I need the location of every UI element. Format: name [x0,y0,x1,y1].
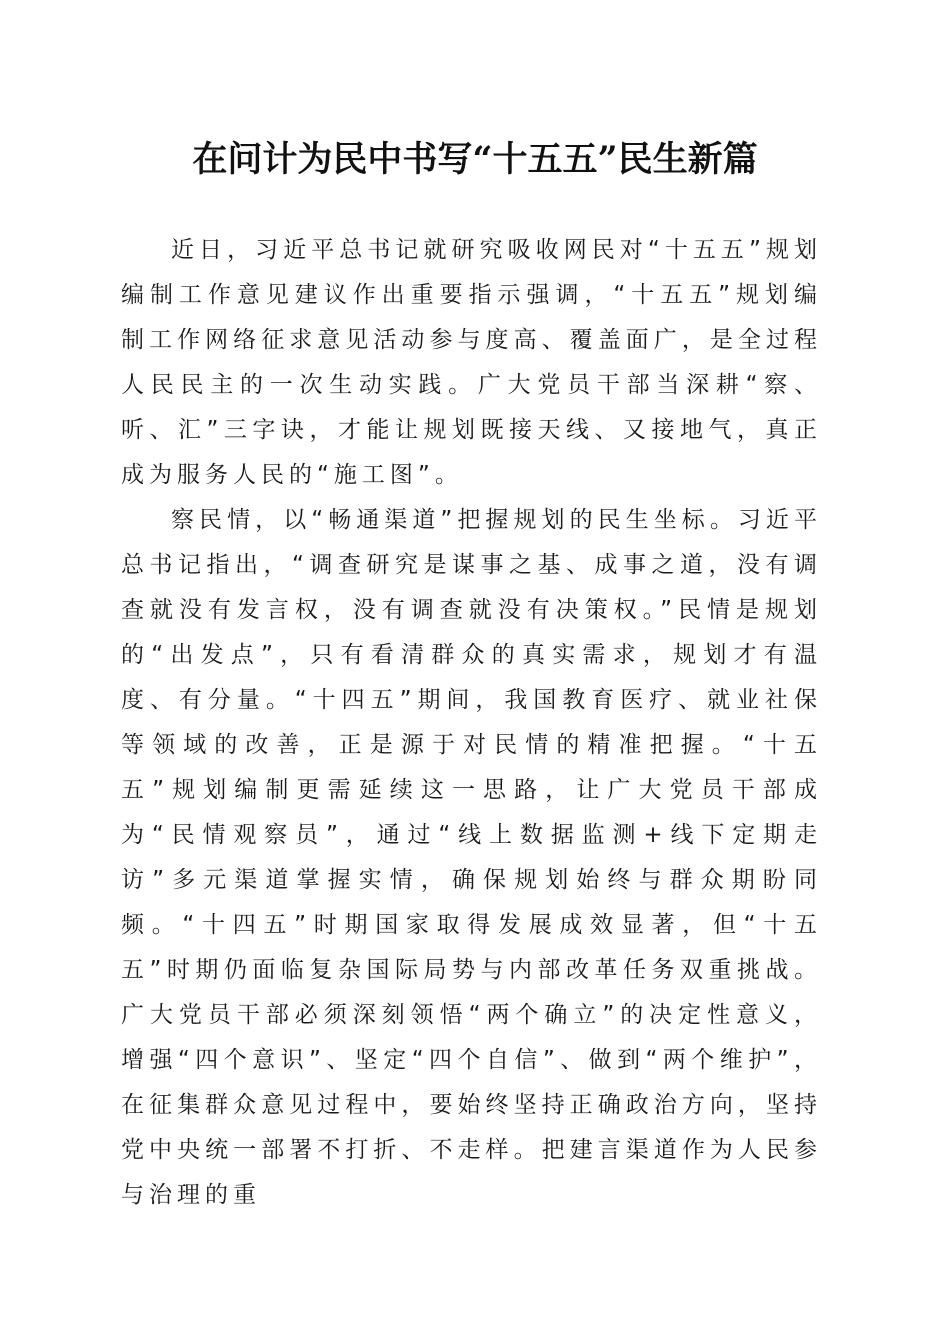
paragraph-intro: 近日，习近平总书记就研究吸收网民对“十五五”规划编制工作意见建议作出重要指示强调，“十五五”规划编制工作网络征求意见活动参与度高、覆盖面广，是全过程人民民主的一次生动实践。广大党员干部当深耕“察、听、汇”三字诀，才能让规划既接天线、又接地气，真正成为服务人民的“施工图”。 [121,237,822,488]
document-title: 在问计为民中书写“十五五”民生新篇 [192,139,758,180]
paragraph-observe-public-sentiment: 察民情，以“畅通渠道”把握规划的民生坐标。习近平总书记指出，“调查研究是谋事之基、成事之道，没有调查就没有发言权，没有调查就没有决策权。”民情是规划的“出发点”，只有看清群众的真实需求，规划才有温度、有分量。“十四五”期间，我国教育医疗、就业社保等领域的改善，正是源于对民情的精准把握。“十五五”规划编制更需延续这一思路，让广大党员干部成为“民情观察员”，通过“线上数据监测+线下定期走访”多元渠道掌握实情，确保规划始终与群众期盼同频。“十四五”时期国家取得发展成效显著，但“十五五”时期仍面临复杂国际局势与内部改革任务双重挑战。广大党员干部必须深刻领悟“两个确立”的决定性意义，增强“四个意识”、坚定“四个自信”、做到“两个维护”，在征集群众意见过程中，要始终坚持正确政治方向，坚持党中央统一部署不打折、不走样。把建言渠道作为人民参与治理的重 [121,507,822,1208]
document-body [121,228,822,1218]
